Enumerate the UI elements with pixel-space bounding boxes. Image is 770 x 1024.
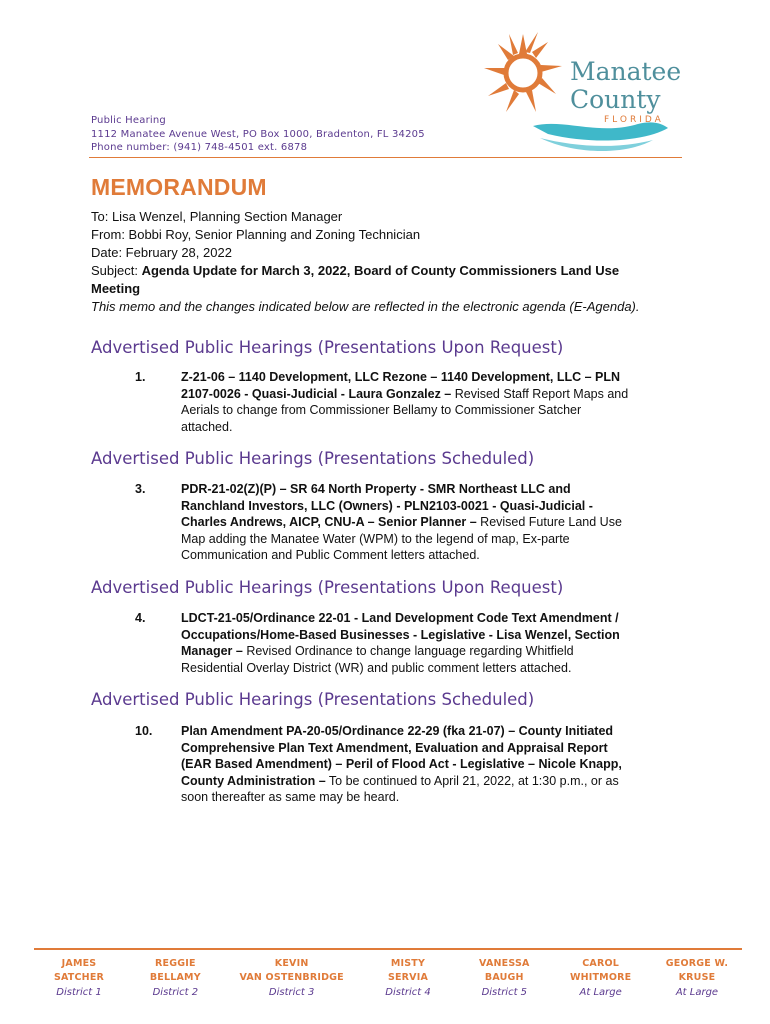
commissioner-first-name: REGGIE	[155, 958, 196, 969]
item-line: PDR-21-02(Z)(P) – SR 64 North Property - SMR Northeast LLC and	[181, 482, 571, 496]
logo-county-text: County	[570, 85, 661, 114]
commissioner-district: District 4	[385, 987, 431, 998]
item-line: 2107-0026 - Quasi-Judicial - Laura Gonzalez –	[181, 386, 452, 401]
item-line: Aerials to change from Commissioner Bellamy to Commissioner Satcher	[181, 403, 582, 417]
commissioner	[652, 957, 742, 1001]
item-number: 10.	[135, 724, 153, 738]
letterhead	[91, 114, 511, 155]
item-line: Comprehensive Plan Text Amendment, Evaluation and Appraisal Report	[181, 740, 608, 755]
header-divider	[89, 157, 682, 158]
commissioner-last-name: BELLAMY	[149, 971, 201, 983]
section-heading-2: Advertised Public Hearings (Presentations Scheduled)	[91, 449, 535, 468]
item-line: Occupations/Home-Based Businesses - Legislative - Lisa Wenzel, Section	[181, 627, 620, 642]
header-address: 1112 Manatee Avenue West, PO Box 1000, Bradenton, FL 34205	[91, 128, 425, 140]
item-line: Ranchland Investors, LLC (Owners) - PLN2103-0021 - Quasi-Judicial -	[181, 498, 593, 513]
sun-rays	[484, 32, 562, 112]
commissioner-first-name: JAMES	[61, 958, 97, 969]
commissioners-footer	[34, 957, 742, 1001]
commissioner-first-name: KEVIN	[274, 958, 309, 969]
logo-florida-text: FLORIDA	[604, 115, 664, 125]
item-number: 4.	[135, 611, 146, 625]
commissioner-district: District 2	[152, 987, 199, 998]
header-phone: Phone number: (941) 748-4501 ext. 6878	[91, 142, 308, 153]
item-number: 1.	[135, 370, 146, 384]
wave-1	[533, 122, 668, 140]
commissioner-last-name: WHITMORE	[569, 971, 632, 983]
commissioner-district: District 3	[268, 987, 315, 998]
item-number: 3.	[135, 482, 146, 496]
memo-subject	[91, 262, 691, 280]
commissioner	[227, 957, 357, 1001]
item-line: Manager –	[181, 644, 243, 658]
commissioner	[459, 957, 549, 1001]
item-line: soon thereafter as same may be heard.	[181, 790, 400, 804]
memo-details	[91, 208, 691, 316]
commissioner	[556, 957, 646, 1001]
header-office: Public Hearing	[91, 115, 166, 126]
commissioner-last-name: SATCHER	[53, 971, 105, 983]
item-line: To be continued to April 21, 2022, at 1:30 p.m., or as	[325, 773, 619, 788]
item-line: Map adding the Manatee Water (WPM) to the legend of map, Ex-parte	[181, 531, 570, 546]
commissioner-district: At Large	[579, 987, 622, 998]
subject-prefix: Subject:	[91, 263, 142, 278]
commissioner	[363, 957, 453, 1001]
item-line: attached.	[181, 419, 233, 434]
item-line: Communication and Public Comment letters attached.	[181, 548, 480, 562]
commissioner-district: At Large	[675, 987, 719, 998]
commissioner-first-name: CAROL	[582, 958, 620, 969]
item-line: Residential Overlay District (WR) and public comment letters attached.	[181, 660, 572, 675]
item-line: LDCT-21-05/Ordinance 22-01 - Land Development Code Text Amendment /	[181, 611, 619, 625]
item-text	[181, 723, 681, 806]
commissioner-last-name: KRUSE	[678, 971, 716, 983]
item-line: Revised Staff Report Maps and	[451, 386, 629, 401]
section-heading-4: Advertised Public Hearings (Presentations Scheduled)	[91, 690, 535, 709]
item-line: Plan Amendment PA-20-05/Ordinance 22-29 (fka 21-07) – County Initiated	[181, 724, 614, 738]
commissioner-last-name: BAUGH	[484, 971, 524, 983]
memo-date: Date: February 28, 2022	[91, 245, 232, 260]
sun-circle	[506, 56, 540, 90]
item-text	[181, 610, 681, 676]
memo-from: From: Bobbi Roy, Senior Planning and Zoning Technician	[91, 227, 421, 242]
memo-note: This memo and the changes indicated below are reflected in the electronic agenda (E-Agenda).	[91, 299, 640, 314]
memo-subject-cont	[91, 280, 691, 298]
item-line: County Administration –	[181, 773, 326, 788]
item-line: Z-21-06 – 1140 Development, LLC Rezone – 1140 Development, LLC – PLN	[181, 370, 621, 384]
section-heading-1: Advertised Public Hearings (Presentations Upon Request)	[91, 338, 564, 357]
commissioner-last-name: VAN OSTENBRIDGE	[239, 971, 344, 983]
commissioner	[34, 957, 124, 1001]
item-text	[181, 481, 681, 564]
item-line: Revised Ordinance to change language regarding Whitfield	[242, 644, 574, 658]
commissioner-district: District 5	[481, 987, 528, 998]
subject-text-1: Agenda Update for March 3, 2022, Board of County Commissioners Land Use	[141, 263, 620, 278]
memo-to: To: Lisa Wenzel, Planning Section Manager	[91, 209, 343, 224]
footer-divider	[34, 948, 742, 950]
commissioner-district: District 1	[56, 987, 102, 998]
logo-manatee-text: Manatee	[570, 57, 682, 86]
commissioner-last-name: SERVIA	[387, 971, 429, 983]
section-heading-3: Advertised Public Hearings (Presentations Upon Request)	[91, 578, 564, 597]
item-line: Revised Future Land Use	[476, 515, 622, 529]
commissioner	[130, 957, 220, 1001]
item-line: (EAR Based Amendment) – Peril of Flood Act - Legislative – Nicole Knapp,	[181, 757, 622, 771]
commissioner-first-name: GEORGE W.	[665, 958, 729, 969]
memo-title: MEMORANDUM	[91, 174, 267, 200]
item-text	[181, 369, 681, 435]
item-line: Charles Andrews, AICP, CNU-A – Senior Planner –	[181, 515, 477, 529]
commissioner-first-name: VANESSA	[479, 958, 530, 969]
subject-text-2: Meeting	[91, 281, 141, 296]
commissioner-first-name: MISTY	[390, 958, 426, 969]
